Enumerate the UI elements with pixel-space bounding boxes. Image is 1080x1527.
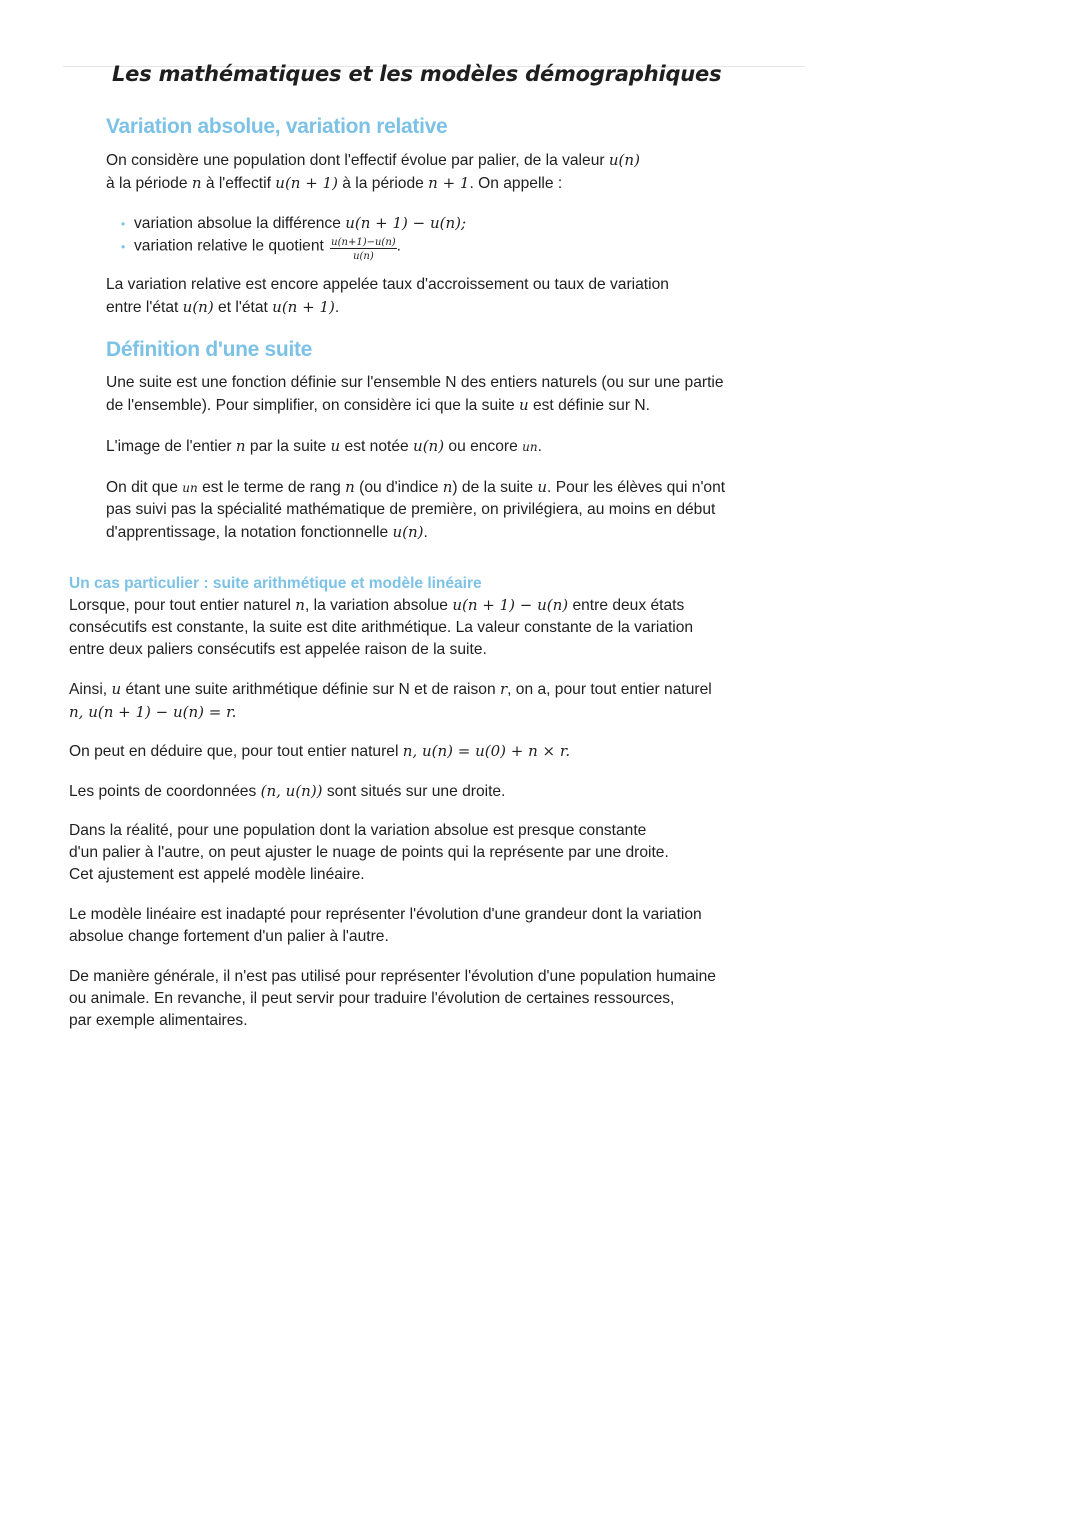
text: ou encore	[444, 438, 523, 455]
intro-line-1	[106, 149, 640, 172]
note-line-1: La variation relative est encore appelée taux d'accroissement ou taux de variation	[106, 276, 669, 293]
math: n + 1	[428, 174, 470, 192]
math: u(n + 1)	[272, 298, 335, 316]
intro-line-2	[106, 172, 640, 195]
text: à la période	[106, 175, 192, 192]
text: On peut en déduire que, pour tout entier naturel	[69, 743, 403, 760]
text: à l'effectif	[201, 175, 276, 192]
text: et l'état	[213, 299, 273, 316]
section3-para-5	[69, 820, 669, 886]
text: , on a, pour tout entier naturel	[507, 681, 712, 698]
text: par exemple alimentaires.	[69, 1012, 248, 1029]
text-line	[106, 521, 725, 544]
text: par la suite	[245, 438, 331, 455]
text: Lorsque, pour tout entier naturel	[69, 597, 296, 614]
math: u	[111, 680, 122, 698]
math: u(n)	[392, 523, 424, 541]
math: n, u(n + 1) − u(n) = r.	[69, 703, 237, 721]
text: (ou d'indice	[354, 479, 443, 496]
text: ) de la suite	[452, 479, 538, 496]
bullet-dot-icon: •	[121, 239, 126, 254]
math: u	[537, 478, 548, 496]
fraction-numerator: u(n+1)−u(n)	[331, 237, 396, 248]
section3-para-6	[69, 904, 702, 948]
text-line	[69, 740, 570, 763]
math: u(n + 1) − u(n);	[345, 214, 467, 232]
text: On considère une population dont l'effectif évolue par palier, de la valeur	[106, 152, 609, 169]
list-item	[121, 234, 466, 262]
note-line-2	[106, 296, 669, 319]
text: d'apprentissage, la notation fonctionnelle	[106, 524, 393, 541]
text: . On appelle :	[469, 175, 563, 192]
text-line	[69, 594, 693, 617]
math: (n, u(n))	[260, 782, 323, 800]
text: Ainsi,	[69, 681, 112, 698]
math: u(n + 1)	[275, 174, 338, 192]
text: ou animale. En revanche, il peut servir pour traduire l'évolution de certaines ressources,	[69, 990, 675, 1007]
math: n	[345, 478, 355, 496]
text: Les points de coordonnées	[69, 783, 261, 800]
text: de l'ensemble). Pour simplifier, on considère ici que la suite	[106, 397, 519, 414]
text-line	[69, 780, 505, 803]
section2-para-2	[106, 435, 542, 458]
list-item	[121, 212, 466, 234]
variation-definitions-list	[121, 212, 467, 262]
page-title: Les mathématiques et les modèles démographiques	[112, 62, 722, 86]
text: étant une suite arithmétique définie sur N et de raison	[121, 681, 500, 698]
section3-para-3	[69, 740, 570, 763]
bullet-dot-icon: •	[121, 216, 126, 231]
math: r	[499, 680, 508, 698]
text: De manière générale, il n'est pas utilisé pour représenter l'évolution d'une population humaine	[69, 968, 716, 985]
text: . Pour les élèves qui n'ont	[547, 479, 726, 496]
fraction	[330, 237, 397, 262]
section3-para-4	[69, 780, 505, 803]
math: u	[330, 437, 341, 455]
math: n	[191, 174, 202, 192]
math: un	[182, 481, 198, 495]
text: Dans la réalité, pour une population dont la variation absolue est presque constante	[69, 822, 647, 839]
text: Une suite est une fonction définie sur l'ensemble N des entiers naturels (ou sur une partie	[106, 374, 724, 391]
math: u(n)	[413, 437, 445, 455]
text: entre deux états	[568, 597, 685, 614]
text: absolue change fortement d'un palier à l'autre.	[69, 928, 389, 945]
section-heading-variation: Variation absolue, variation relative	[106, 115, 448, 138]
text: est le terme de rang	[197, 479, 346, 496]
text: à la période	[337, 175, 429, 192]
section-heading-arithmetic: Un cas particulier : suite arithmétique et modèle linéaire	[69, 575, 482, 592]
text: .	[396, 237, 402, 255]
math: n, u(n) = u(0) + n × r.	[402, 742, 571, 760]
text: pas suivi pas la spécialité mathématique de première, on privilégiera, au moins en début	[106, 501, 716, 518]
text: variation absolue la différence	[134, 215, 346, 232]
text: L'image de l'entier	[106, 438, 236, 455]
math: u	[518, 396, 529, 414]
text: sont situés sur une droite.	[322, 783, 506, 800]
text: entre l'état	[106, 299, 183, 316]
text: est définie sur N.	[528, 397, 650, 414]
text: d'un palier à l'autre, on peut ajuster le nuage de points qui la représente par une droite.	[69, 844, 669, 861]
text: Le modèle linéaire est inadapté pour représenter l'évolution d'une grandeur dont la variation	[69, 906, 702, 923]
math: u(n)	[182, 298, 214, 316]
text: , la variation absolue	[304, 597, 453, 614]
text-line	[106, 476, 725, 499]
math: n	[235, 437, 246, 455]
math: n	[442, 478, 453, 496]
math: n	[295, 596, 305, 614]
section3-para-2	[69, 678, 712, 723]
section-heading-suite: Définition d'une suite	[106, 338, 313, 361]
text: On dit que	[106, 479, 183, 496]
section2-para-1	[106, 372, 724, 417]
fraction-denominator: u(n)	[353, 251, 374, 262]
text-line	[106, 435, 542, 458]
section1-intro	[106, 149, 640, 195]
section3-para-7	[69, 966, 716, 1032]
text: Cet ajustement est appelé modèle linéaire.	[69, 866, 365, 883]
text: .	[334, 299, 340, 316]
text: .	[537, 438, 542, 455]
text: .	[423, 524, 428, 541]
text-line	[106, 394, 724, 417]
math: u(n)	[608, 151, 640, 169]
text: est notée	[340, 438, 414, 455]
section1-note	[106, 274, 669, 319]
text: consécutifs est constante, la suite est dite arithmétique. La valeur constante de la variation	[69, 619, 694, 636]
section3-para-1	[69, 594, 693, 661]
text: entre deux paliers consécutifs est appelée raison de la suite.	[69, 641, 487, 658]
text: variation relative le quotient	[134, 237, 329, 255]
text-line	[69, 678, 712, 701]
math: un	[522, 440, 538, 454]
math: u(n + 1) − u(n)	[452, 596, 569, 614]
section2-para-3	[106, 476, 725, 544]
